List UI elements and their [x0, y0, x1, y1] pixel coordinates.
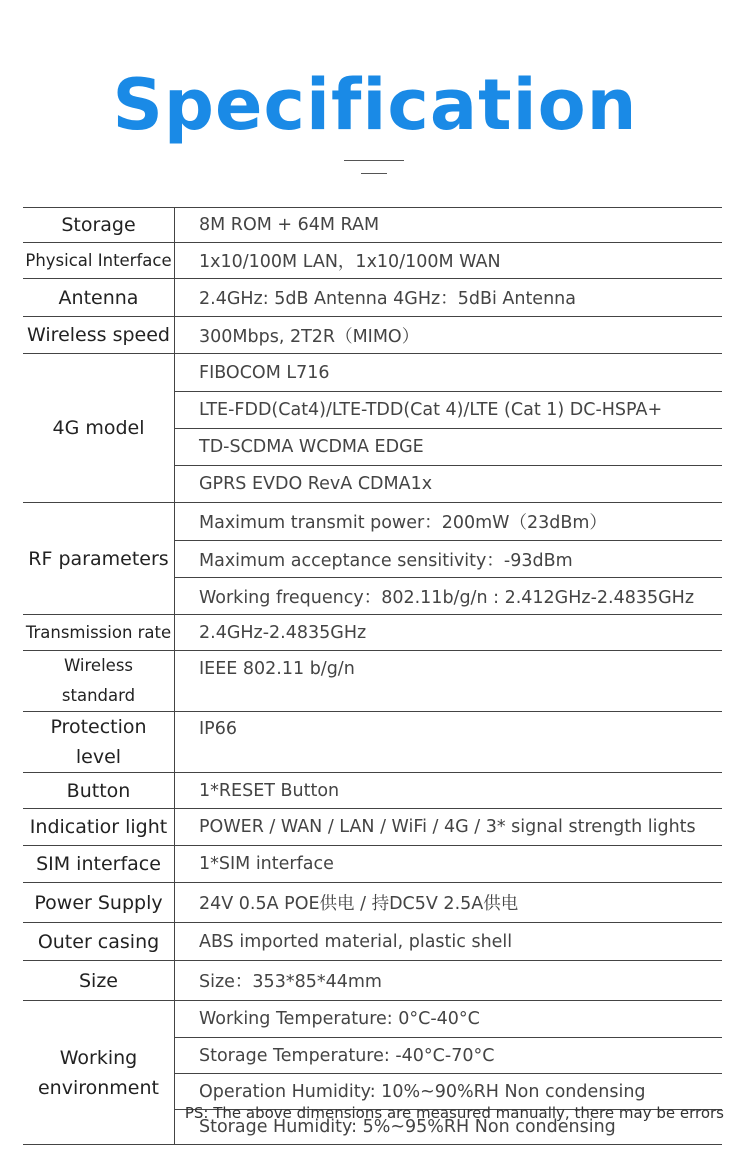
title-divider-short	[361, 173, 387, 174]
spec-row	[23, 278, 722, 316]
spec-row	[23, 882, 722, 922]
spec-row	[23, 808, 722, 845]
spec-row	[23, 242, 722, 278]
spec-label: Antenna	[23, 279, 175, 316]
spec-label: SIM interface	[23, 846, 175, 882]
spec-row	[23, 845, 722, 882]
spec-values	[175, 773, 722, 808]
spec-value: FIBOCOM L716	[199, 362, 330, 383]
spec-label: Wireless speed	[23, 317, 175, 353]
spec-row	[23, 922, 722, 960]
spec-table	[23, 207, 722, 1145]
spec-label: Size	[23, 961, 175, 1000]
spec-values	[175, 809, 722, 845]
spec-value: 300Mbps, 2T2R（MIMO）	[199, 326, 420, 347]
spec-label: Power Supply	[23, 883, 175, 922]
spec-values	[175, 846, 722, 882]
title-divider-long	[344, 160, 404, 161]
spec-values	[175, 1001, 722, 1144]
spec-row	[23, 614, 722, 650]
spec-row	[23, 960, 722, 1000]
spec-values	[175, 883, 722, 922]
spec-value: 8M ROM + 64M RAM	[199, 215, 380, 235]
spec-value: 1*SIM interface	[199, 854, 334, 874]
spec-values	[175, 503, 722, 614]
spec-label: 4G model	[23, 354, 175, 502]
spec-value: 2.4GHz-2.4835GHz	[199, 622, 367, 643]
spec-values	[175, 354, 722, 502]
spec-value: POWER / WAN / LAN / WiFi / 4G / 3* signal strength lights	[199, 817, 696, 837]
spec-label: Working environment	[23, 1001, 175, 1144]
spec-row	[23, 1000, 722, 1144]
spec-label: Indicatior light	[23, 809, 175, 845]
spec-row	[23, 711, 722, 772]
spec-label: Button	[23, 773, 175, 808]
spec-values	[175, 279, 722, 316]
spec-value: 1*RESET Button	[199, 780, 340, 801]
spec-label: Protection level	[23, 712, 175, 772]
spec-values	[175, 317, 722, 353]
spec-label: Storage	[23, 208, 175, 242]
spec-value: Working Temperature: 0°C-40°C	[199, 1009, 480, 1029]
spec-row	[23, 502, 722, 614]
spec-value: LTE-FDD(Cat4)/LTE-TDD(Cat 4)/LTE (Cat 1) DC-HSPA+	[175, 391, 722, 428]
spec-label: Transmission rate	[23, 615, 175, 650]
spec-values	[175, 615, 722, 650]
spec-value: Operation Humidity: 10%~90%RH Non condensing	[175, 1073, 722, 1109]
spec-row	[23, 353, 722, 502]
spec-label: Wireless standard	[23, 651, 175, 711]
spec-value: Storage Temperature: -40°C-70°C	[175, 1037, 722, 1073]
spec-label: Outer casing	[23, 923, 175, 960]
spec-row	[23, 208, 722, 242]
spec-row	[23, 772, 722, 808]
spec-value: Size：353*85*44mm	[199, 972, 382, 992]
spec-value: IP66	[199, 719, 237, 739]
spec-values	[175, 712, 722, 772]
spec-values	[175, 208, 722, 242]
spec-label: Physical Interface	[23, 243, 175, 278]
spec-values	[175, 961, 722, 1000]
spec-value: ABS imported material, plastic shell	[199, 931, 513, 952]
spec-values	[175, 923, 722, 960]
spec-value: 1x10/100M LAN，1x10/100M WAN	[199, 252, 501, 272]
spec-values	[175, 243, 722, 278]
spec-value: Maximum transmit power：200mW（23dBm）	[199, 513, 607, 533]
spec-value: IEEE 802.11 b/g/n	[199, 659, 355, 679]
spec-value: 2.4GHz: 5dB Antenna 4GHz：5dBi Antenna	[199, 289, 576, 309]
spec-row	[23, 650, 722, 711]
spec-value: Maximum acceptance sensitivity：-93dBm	[175, 540, 722, 577]
spec-value: Storage Humidity: 5%~95%RH Non condensing	[175, 1109, 722, 1144]
page-title: Specification	[112, 64, 638, 146]
spec-value: TD-SCDMA WCDMA EDGE	[175, 428, 722, 465]
spec-value: 24V 0.5A POE供电 / 持DC5V 2.5A供电	[199, 894, 519, 914]
spec-row	[23, 316, 722, 353]
spec-label: RF parameters	[23, 503, 175, 614]
footnote: PS: The above dimensions are measured manually, there may be errors	[184, 1104, 724, 1122]
spec-value: GPRS EVDO RevA CDMA1x	[175, 465, 722, 502]
spec-values	[175, 651, 722, 711]
spec-value: Working frequency：802.11b/g/n : 2.412GHz-2.4835GHz	[175, 577, 722, 614]
